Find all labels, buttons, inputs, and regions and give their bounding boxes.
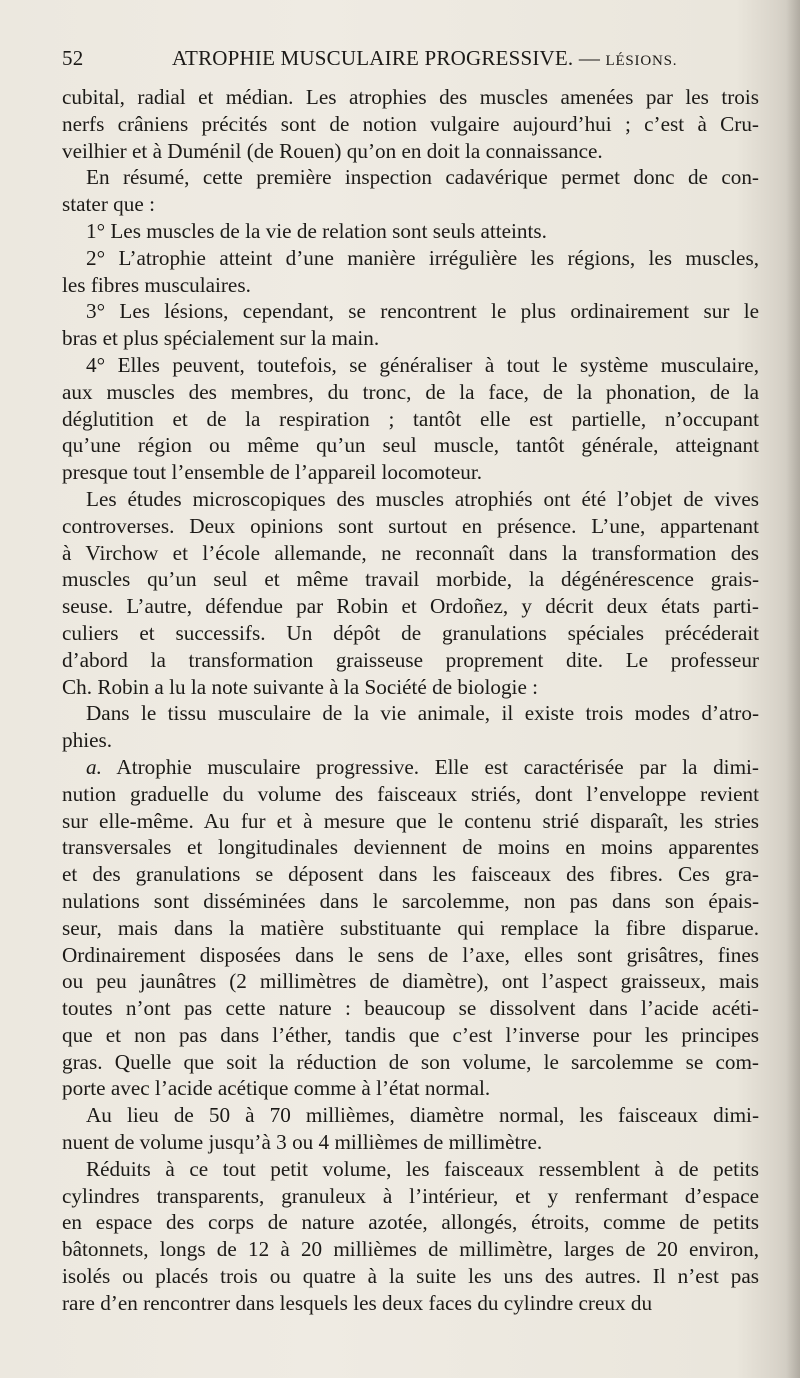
running-title-section: LÉSIONS. bbox=[605, 53, 678, 69]
text-line: culiers et successifs. Un dépôt de granulations spéciales précéderait bbox=[62, 620, 759, 645]
text-line: cubital, radial et médian. Les atrophies des muscles amenées par les trois bbox=[62, 85, 759, 109]
text-line: bâtonnets, longs de 12 à 20 millièmes de millimètre, larges de 20 environ, bbox=[62, 1237, 759, 1262]
text-line: gras. Quelle que soit la réduction de son volume, le sarcolemme se com- bbox=[62, 1049, 759, 1074]
text-line: 1° Les muscles de la vie de relation sont seuls atteints. bbox=[86, 218, 547, 243]
text-line: sur elle-même. Au fur et à mesure que le contenu strié disparaît, les stries bbox=[62, 808, 759, 833]
text-line: En résumé, cette première inspection cadavérique permet donc de con- bbox=[86, 165, 759, 190]
running-title-dash: — bbox=[578, 46, 601, 70]
text-line: Au lieu de 50 à 70 millièmes, diamètre normal, les faisceaux dimi- bbox=[86, 1103, 759, 1128]
text-line: Ordinairement disposées dans le sens de l’axe, elles sont grisâtres, fines bbox=[62, 942, 759, 967]
text-line: porte avec l’acide acétique comme à l’état normal. bbox=[62, 1076, 491, 1101]
text-line: Dans le tissu musculaire de la vie animale, il existe trois modes d’atro- bbox=[86, 701, 759, 726]
text-line: en espace des corps de nature azotée, allongés, étroits, comme de petits bbox=[62, 1210, 759, 1235]
text-line: que et non pas dans l’éther, tandis que c’est l’inverse pour les principes bbox=[62, 1022, 759, 1047]
text-line: a. Atrophie musculaire progressive. Elle est caractérisée par la dimi- bbox=[86, 754, 759, 779]
text-line: qu’une région ou même qu’un seul muscle, tantôt générale, atteignant bbox=[62, 433, 759, 458]
running-title-main: ATROPHIE MUSCULAIRE PROGRESSIVE. bbox=[172, 46, 574, 70]
text-line: controverses. Deux opinions sont surtout en présence. L’une, appartenant bbox=[62, 513, 759, 538]
text-line: nerfs crâniens précités sont de notion vulgaire aujourd’hui ; c’est à Cru- bbox=[62, 111, 759, 136]
text-line: nution graduelle du volume des faisceaux striés, dont l’enveloppe revient bbox=[62, 781, 759, 806]
running-title bbox=[172, 46, 677, 71]
text-line: muscles qu’un seul et même travail morbide, la dégénérescence grais- bbox=[62, 567, 759, 592]
text-line: 4° Elles peuvent, toutefois, se généraliser à tout le système musculaire, bbox=[86, 352, 759, 377]
text-line: Réduits à ce tout petit volume, les faisceaux ressemblent à de petits bbox=[86, 1156, 759, 1181]
text-line: veilhier et à Duménil (de Rouen) qu’on en doit la connaissance. bbox=[62, 138, 603, 163]
text-line: bras et plus spécialement sur la main. bbox=[62, 326, 380, 351]
text-line: 2° L’atrophie atteint d’une manière irrégulière les régions, les muscles, bbox=[86, 245, 759, 270]
text-line: aux muscles des membres, du tronc, de la face, de la phonation, de la bbox=[62, 379, 759, 404]
page-number: 52 bbox=[62, 46, 84, 70]
text-line: nuent de volume jusqu’à 3 ou 4 millièmes de millimètre. bbox=[62, 1130, 543, 1155]
text-line: rare d’en rencontrer dans lesquels les deux faces du cylindre creux du bbox=[62, 1290, 653, 1315]
text-line: et des granulations se déposent dans les faisceaux des fibres. Ces gra- bbox=[62, 862, 759, 887]
text-line: nulations sont disséminées dans le sarcolemme, non pas dans son épais- bbox=[62, 888, 759, 913]
body-text bbox=[62, 84, 759, 1317]
text-line: d’abord la transformation graisseuse proprement dite. Le professeur bbox=[62, 647, 759, 672]
text-line: cylindres transparents, granuleux à l’intérieur, et y renfermant d’espace bbox=[62, 1183, 759, 1208]
text-line: toutes n’ont pas cette nature : beaucoup se dissolvent dans l’acide acéti- bbox=[62, 996, 759, 1021]
text-line: seur, mais dans la matière substituante qui remplace la fibre disparue. bbox=[62, 915, 759, 940]
text-line: les fibres musculaires. bbox=[62, 272, 251, 297]
page-edge-shadow bbox=[786, 0, 800, 1378]
text-line: phies. bbox=[62, 728, 113, 753]
text-line: déglutition et de la respiration ; tantôt elle est partielle, n’occupant bbox=[62, 406, 759, 431]
text-line: presque tout l’ensemble de l’appareil locomoteur. bbox=[62, 460, 483, 485]
list-letter: a. bbox=[86, 754, 102, 779]
text-line: Les études microscopiques des muscles atrophiés ont été l’objet de vives bbox=[86, 486, 759, 511]
text-line: stater que : bbox=[62, 192, 155, 217]
text-line: seuse. L’autre, défendue par Robin et Ordoñez, y décrit deux états parti- bbox=[62, 594, 759, 619]
text-line: isolés ou placés trois ou quatre à la suite les uns des autres. Il n’est pas bbox=[62, 1264, 759, 1289]
running-header bbox=[62, 46, 762, 76]
text-line: ou peu jaunâtres (2 millimètres de diamètre), ont l’aspect graisseux, mais bbox=[62, 969, 759, 994]
text-line: à Virchow et l’école allemande, ne reconnaît dans la transformation des bbox=[62, 540, 759, 565]
text-line: Ch. Robin a lu la note suivante à la Société de biologie : bbox=[62, 674, 539, 699]
text-line: 3° Les lésions, cependant, se rencontrent le plus ordinairement sur le bbox=[86, 299, 759, 324]
text-line: transversales et longitudinales deviennent de moins en moins apparentes bbox=[62, 835, 759, 860]
